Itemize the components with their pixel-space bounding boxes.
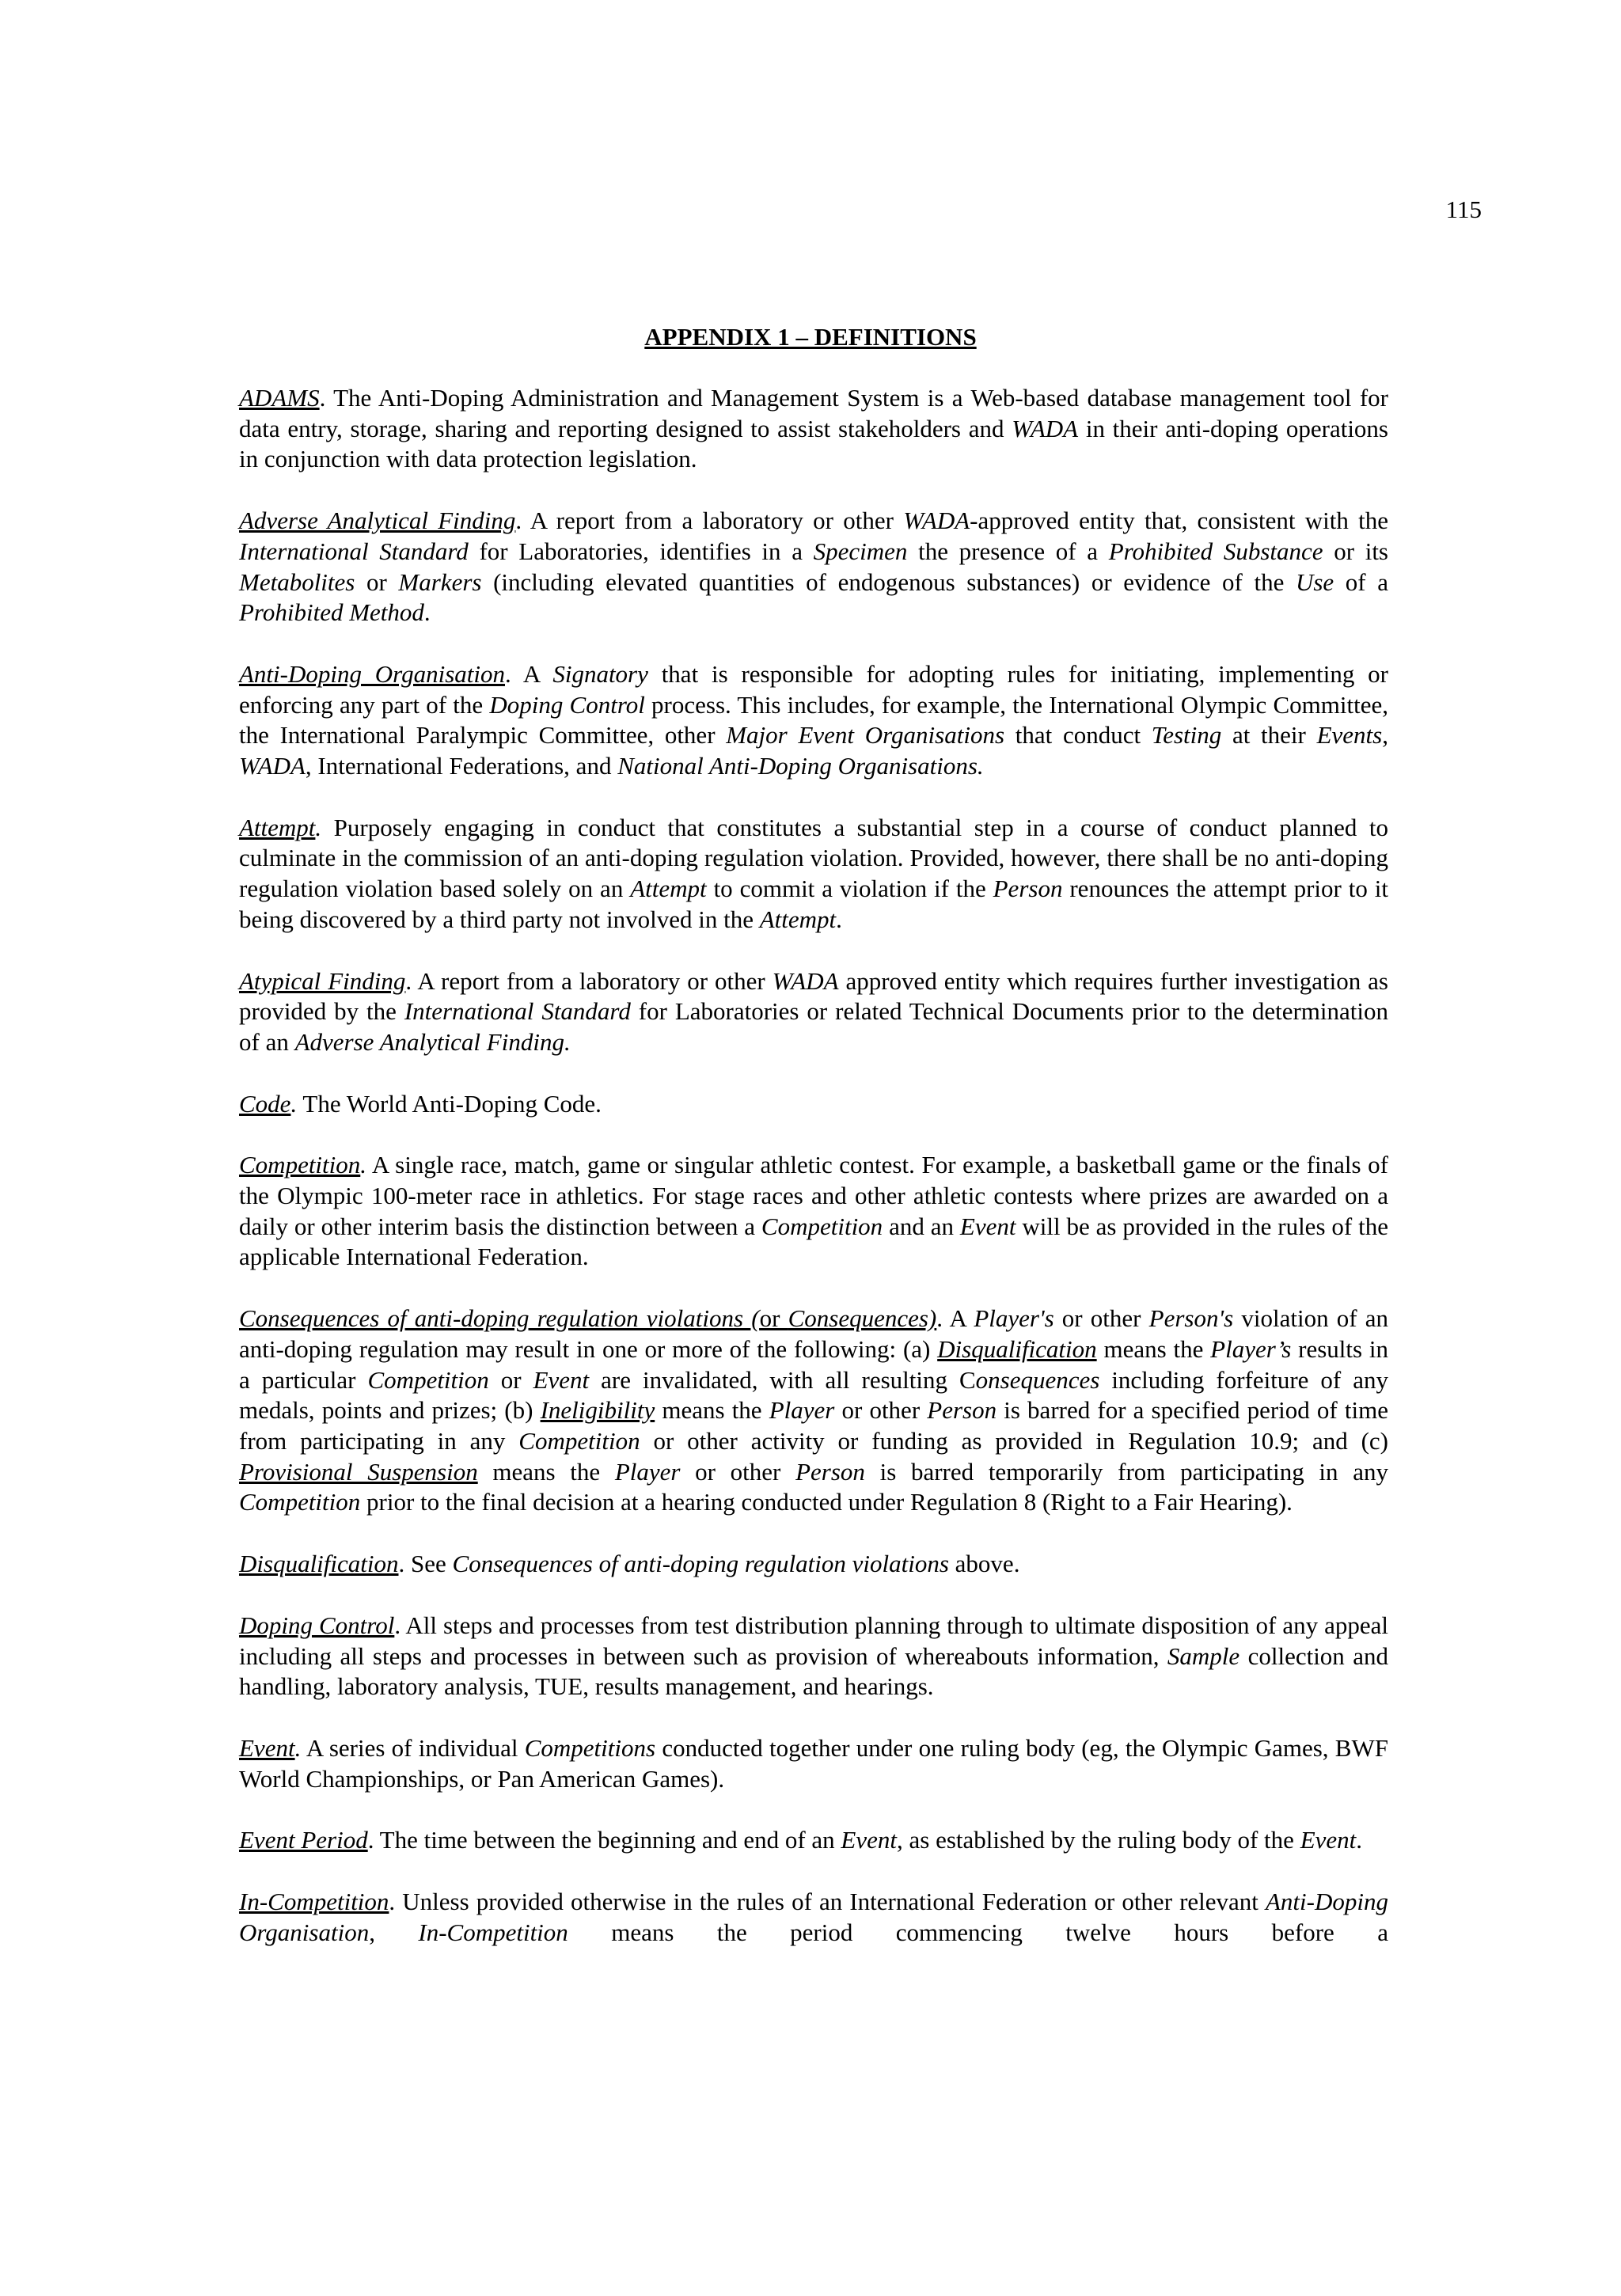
italic-text: WADA: [239, 752, 306, 780]
defined-term: Disqualification: [239, 1550, 399, 1578]
italic-text: onsequences: [975, 1365, 1100, 1394]
defined-term: Doping Control: [239, 1611, 395, 1639]
body-text: -approved entity that, consistent with the: [970, 507, 1388, 535]
body-text: prior to the final decision at a hearing conducted under Regulation 8 (Right to a Fair Hearing).: [360, 1488, 1293, 1516]
definition-attempt: [239, 813, 1388, 935]
body-text: of a: [1334, 567, 1388, 596]
defined-term: Consequences of anti-doping regulation violations (: [239, 1304, 760, 1333]
italic-text: Person: [795, 1457, 865, 1486]
italic-text: Person: [927, 1396, 997, 1425]
body-text: above.: [948, 1550, 1020, 1578]
body-text: is barred temporarily from participating in any: [864, 1457, 1388, 1486]
body-text: or: [488, 1365, 533, 1394]
italic-text: Prohibited Method: [239, 598, 424, 627]
body-text: ,: [1382, 721, 1388, 750]
body-text: to commit a violation if the: [706, 875, 993, 903]
body-text: . A: [505, 659, 553, 688]
body-text: or: [355, 567, 399, 596]
body-text: . A: [936, 1304, 974, 1333]
body-text: process. This includes, for example, the International Olympic Committee, the International Paralympic Committee, other: [239, 690, 1388, 750]
body-text: .: [423, 598, 431, 627]
body-text: .: [836, 905, 842, 933]
body-text: for Laboratories: [468, 537, 643, 565]
italic-text: Person: [993, 875, 1063, 903]
italic-text: Event: [841, 1826, 897, 1854]
body-text: renounces the attempt prior to it being discovered by a third party not involved in the: [239, 875, 1389, 933]
body-text: in their anti-doping operations in conjunction with data protection legislation.: [239, 414, 1388, 473]
body-text: for Laboratories or related Technical Documents prior to the determination of an: [239, 997, 1389, 1056]
body-text: . See: [398, 1550, 453, 1578]
body-text: collection and handling, laboratory analysis, TUE, results management, and hearings.: [239, 1641, 1388, 1701]
body-text: . Unless provided otherwise in the rules of an International Federation or other relevant: [389, 1888, 1266, 1916]
defined-term: Atypical Finding: [239, 966, 406, 995]
italic-text: .: [360, 1151, 367, 1179]
body-text: will be as provided in the rules of the applicable International Federation.: [239, 1212, 1388, 1271]
body-text: means the period commencing twelve hours before a: [568, 1918, 1388, 1946]
body-text: , as established by the ruling body of the: [897, 1826, 1300, 1854]
defined-term: Consequences): [788, 1304, 937, 1333]
body-text: violation of an anti-doping regulation may result in one or more of the following: (a): [239, 1304, 1389, 1363]
defined-term: Ineligibility: [540, 1396, 655, 1425]
body-text: means the: [1096, 1334, 1211, 1363]
italic-text: WADA: [903, 507, 970, 535]
italic-text: Sample: [1167, 1641, 1240, 1670]
body-text: . The Anti-Doping Administration and Management System is a Web-based database management tool for data entry, storage, sharing and reporting designed to assist stakeholders and: [239, 384, 1388, 442]
body-text: is barred for a specified period of time from participating in any: [239, 1396, 1388, 1455]
body-text: identifies in a: [648, 537, 814, 565]
italic-text: Competition: [367, 1365, 489, 1394]
definitions-list: [239, 383, 1388, 1979]
body-text: that conduct: [1004, 721, 1152, 750]
body-text: or other: [834, 1396, 928, 1425]
defined-term: Disqualification: [937, 1334, 1097, 1363]
body-text: . The time between the beginning and end of an: [367, 1826, 841, 1854]
body-text: or its: [1323, 537, 1388, 565]
italic-text: .: [294, 1733, 302, 1762]
italic-text: .: [290, 1089, 298, 1118]
definition-consequences: [239, 1304, 1388, 1518]
italic-text: In-Competition: [418, 1918, 568, 1946]
definition-disqualification: [239, 1549, 1388, 1580]
italic-text: Event: [1300, 1826, 1357, 1854]
italic-text: Use: [1295, 567, 1334, 596]
body-text: approved entity which requires further investigation as provided by the: [239, 966, 1388, 1026]
body-text: . A report from a laboratory or other: [515, 507, 904, 535]
definition-event: [239, 1733, 1388, 1794]
italic-text: Attempt: [630, 875, 707, 903]
defined-term: ADAMS: [239, 384, 320, 412]
definition-code: [239, 1089, 1388, 1120]
body-text: , International Federations, and: [305, 752, 618, 780]
defined-term: Event Period: [239, 1826, 368, 1854]
italic-text: Player: [614, 1457, 681, 1486]
italic-text: Event: [959, 1212, 1016, 1240]
italic-text: Person's: [1148, 1304, 1234, 1333]
body-text: at their: [1221, 721, 1317, 750]
defined-term: Event: [239, 1733, 295, 1762]
page-number: 115: [1445, 195, 1482, 223]
body-text: The World Anti-Doping Code.: [297, 1089, 602, 1118]
italic-text: Consequences of anti-doping regulation violations: [452, 1550, 949, 1578]
italic-text: Testing: [1151, 721, 1222, 750]
body-text: .: [1356, 1826, 1363, 1854]
italic-text: .: [315, 813, 322, 841]
body-text: or other: [680, 1457, 796, 1486]
body-text: (including elevated quantities of endogenous substances) or evidence of the: [481, 567, 1296, 596]
italic-text: Competition: [518, 1426, 640, 1455]
italic-text: Attempt: [759, 905, 837, 933]
body-text: means the: [655, 1396, 769, 1425]
body-text: A series of individual: [301, 1733, 525, 1762]
defined-term: Provisional Suspension: [239, 1457, 478, 1486]
definition-adams: [239, 383, 1388, 475]
definition-atypical-finding: [239, 966, 1388, 1058]
italic-text: WADA: [1012, 414, 1079, 442]
defined-term: Adverse Analytical Finding: [239, 507, 516, 535]
body-text: and an: [883, 1212, 960, 1240]
italic-text: Markers: [398, 567, 482, 596]
definition-anti-doping-organisation: [239, 659, 1388, 782]
italic-text: Anti-Doping Organisation: [239, 1888, 1388, 1946]
definition-doping-control: [239, 1611, 1388, 1702]
italic-text: Competition: [761, 1212, 883, 1240]
underlined-text: or: [759, 1304, 788, 1333]
defined-term: Anti-Doping Organisation: [239, 659, 505, 688]
italic-text: Player's: [974, 1304, 1054, 1333]
definition-event-period: [239, 1825, 1388, 1856]
italic-text: Doping Control: [489, 690, 645, 719]
body-text: means the: [477, 1457, 615, 1486]
body-text: A single race, match, game or singular athletic contest. For example, a basketball game or the finals of the Olympic 100-meter race in athletics. For stage races and other athletic contests where prizes are awarded on a daily or other interim basis the distinction between a: [239, 1151, 1388, 1240]
definition-in-competition: [239, 1887, 1388, 1948]
italic-text: ,: [642, 537, 649, 565]
italic-text: Events: [1316, 721, 1383, 750]
page-title: APPENDIX 1 – DEFINITIONS: [644, 323, 977, 351]
italic-text: Player: [769, 1396, 835, 1425]
body-text: or other: [1053, 1304, 1149, 1333]
defined-term: Code: [239, 1089, 291, 1118]
italic-text: Major Event Organisations: [726, 721, 1005, 750]
italic-text: Prohibited Substance: [1108, 537, 1323, 565]
italic-text: WADA: [772, 966, 839, 995]
body-text: that is responsible for adopting rules for initiating, implementing or enforcing any part of the: [239, 659, 1388, 719]
body-text: . All steps and processes from test distribution planning through to ultimate disposition of any appeal including all steps and processes in between such as provision of whereabouts information,: [239, 1611, 1388, 1670]
body-text: or other activity or funding as provided in Regulation 10.9; and (c): [640, 1426, 1388, 1455]
body-text: . A report from a laboratory or other: [405, 966, 773, 995]
body-text: results in a particular: [239, 1334, 1388, 1394]
italic-text: Event: [533, 1365, 590, 1394]
italic-text: Metabolites: [239, 567, 355, 596]
italic-text: International Standard: [239, 537, 469, 565]
italic-text: Competitions: [524, 1733, 656, 1762]
body-text: conducted together under one ruling body (eg, the Olympic Games, BWF World Championships, or Pan American Games).: [239, 1733, 1388, 1793]
body-text: are invalidated, with all resulting C: [589, 1365, 976, 1394]
italic-text: Player’s: [1210, 1334, 1292, 1363]
definition-adverse-analytical-finding: [239, 506, 1388, 628]
italic-text: Adverse Analytical Finding.: [294, 1027, 571, 1056]
body-text: the presence of a: [907, 537, 1109, 565]
body-text: ,: [369, 1918, 419, 1946]
defined-term: Competition: [239, 1151, 361, 1179]
body-text: Purposely engaging in conduct that constitutes a substantial step in a course of conduct planned to culminate in the commission of an anti-doping regulation violation. Provided, however, there shall be no anti-doping regulation violation based solely on an: [239, 813, 1388, 903]
italic-text: Competition: [239, 1488, 361, 1516]
defined-term: Attempt: [239, 813, 316, 841]
italic-text: National Anti-Doping Organisations.: [617, 752, 984, 780]
defined-term: In-Competition: [239, 1888, 389, 1916]
italic-text: Signatory: [552, 659, 648, 688]
italic-text: International Standard: [404, 997, 631, 1026]
body-text: including forfeiture of any medals, points and prizes; (b): [239, 1365, 1388, 1425]
italic-text: Specimen: [813, 537, 908, 565]
definition-competition: [239, 1150, 1388, 1273]
